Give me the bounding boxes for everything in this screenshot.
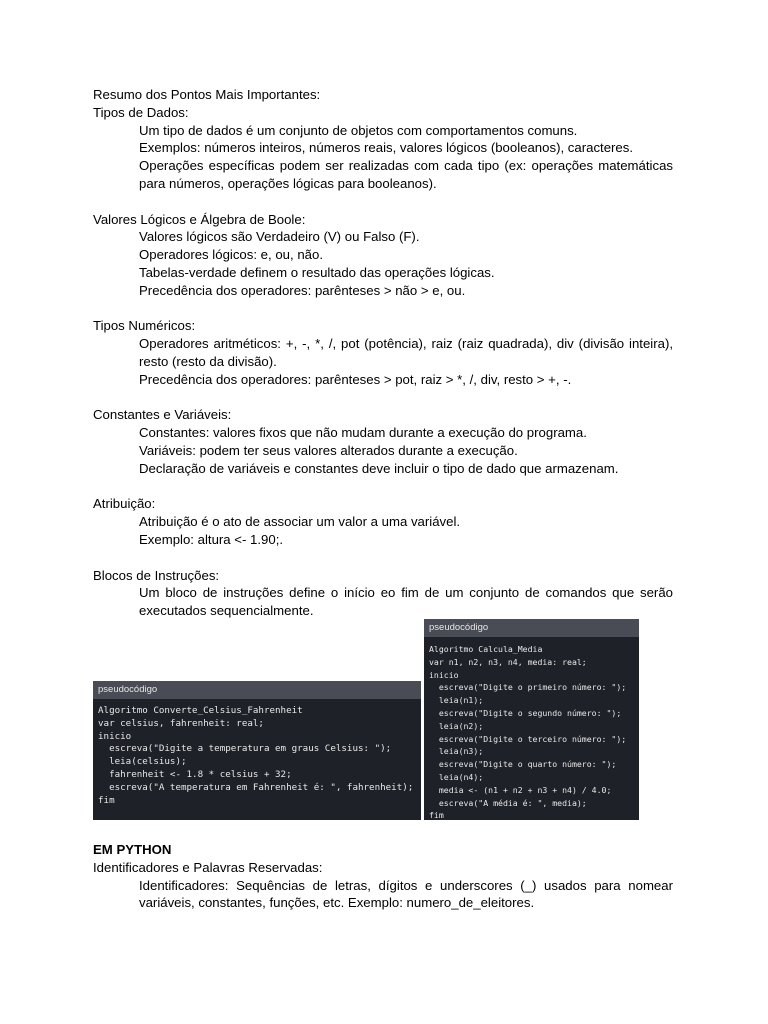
section-item: Exemplos: números inteiros, números reais, valores lógicos (booleanos), caracteres. [139,140,634,156]
python-title: EM PYTHON [93,842,172,857]
section-tipos-numericos [93,317,673,388]
code-block-label: pseudocódigo [424,619,639,637]
section-item: Constantes: valores fixos que não mudam durante a execução do programa. [139,425,587,441]
code-block-label: pseudocódigo [93,681,421,699]
section-heading: Identificadores e Palavras Reservadas: [93,859,323,875]
section-item: Um bloco de instruções define o início eo fim de um conjunto de comandos que serão executados sequencialmente. [139,585,673,619]
section-blocos-instrucoes [93,567,673,620]
section-item: Valores lógicos são Verdadeiro (V) ou Falso (F). [139,229,420,245]
section-heading: Blocos de Instruções: [93,567,220,583]
section-item: Tabelas-verdade definem o resultado das operações lógicas. [139,264,495,280]
section-valores-logicos [93,211,673,300]
section-item: Operadores aritméticos: +, -, *, /, pot (potência), raiz (raiz quadrada), div (divisão inteira), resto (resto da divisão). [139,336,673,369]
section-item: Operadores lógicos: e, ou, não. [139,247,324,263]
code-block-media [424,619,639,820]
section-heading: Tipos de Dados: [93,104,189,120]
section-item: Exemplo: altura <- 1.90;. [139,531,284,547]
section-heading: Tipos Numéricos: [93,318,196,334]
section-item: Identificadores: Sequências de letras, dígitos e underscores (_) usados para nomear variáveis, constantes, funções, etc. Exemplo: numero_de_eleitores. [139,877,673,911]
section-tipos-de-dados [93,104,673,193]
section-heading: Constantes e Variáveis: [93,407,232,423]
python-section [93,841,673,912]
section-atribuicao [93,495,673,548]
section-constantes-variaveis [93,406,673,477]
code-block-content: Algoritmo Calcula_Media var n1, n2, n3, n4, media: real; inicio escreva("Digite o primeiro número: "); leia(n1); escreva("Digite o segundo número: "); leia(n2); escreva("Digite o terceiro número: "); leia(n3); escreva("Digite o quarto número: "); leia(n4); media <- (n1 + n2 + n3 + n4) / 4.0; escreva("A média é: ", media); fim [429,644,627,820]
code-block-celsius [93,681,421,820]
section-item: Operações específicas podem ser realizadas com cada tipo (ex: operações matemáticas para números, operações lógicas para booleanos). [139,158,673,191]
section-item: Variáveis: podem ter seus valores alterados durante a execução. [139,442,518,458]
section-item: Precedência dos operadores: parênteses > não > e, ou. [139,282,466,298]
section-item: Precedência dos operadores: parênteses > pot, raiz > *, /, div, resto > +, -. [139,371,572,387]
section-heading: Atribuição: [93,496,156,512]
document-title: Resumo dos Pontos Mais Importantes: [93,87,321,102]
code-block-content: Algoritmo Converte_Celsius_Fahrenheit var celsius, fahrenheit: real; inicio escreva("Digite a temperatura em graus Celsius: "); leia(celsius); fahrenheit <- 1.8 * celsius + 32; escreva("A temperatura em Fahrenheit é: ", fahrenheit); fim [98,705,414,806]
section-heading: Valores Lógicos e Álgebra de Boole: [93,211,306,227]
document-body [93,86,673,638]
section-item: Atribuição é o ato de associar um valor a uma variável. [139,514,461,530]
section-item: Declaração de variáveis e constantes deve incluir o tipo de dado que armazenam. [139,460,619,476]
section-item: Um tipo de dados é um conjunto de objetos com comportamentos comuns. [139,122,578,138]
